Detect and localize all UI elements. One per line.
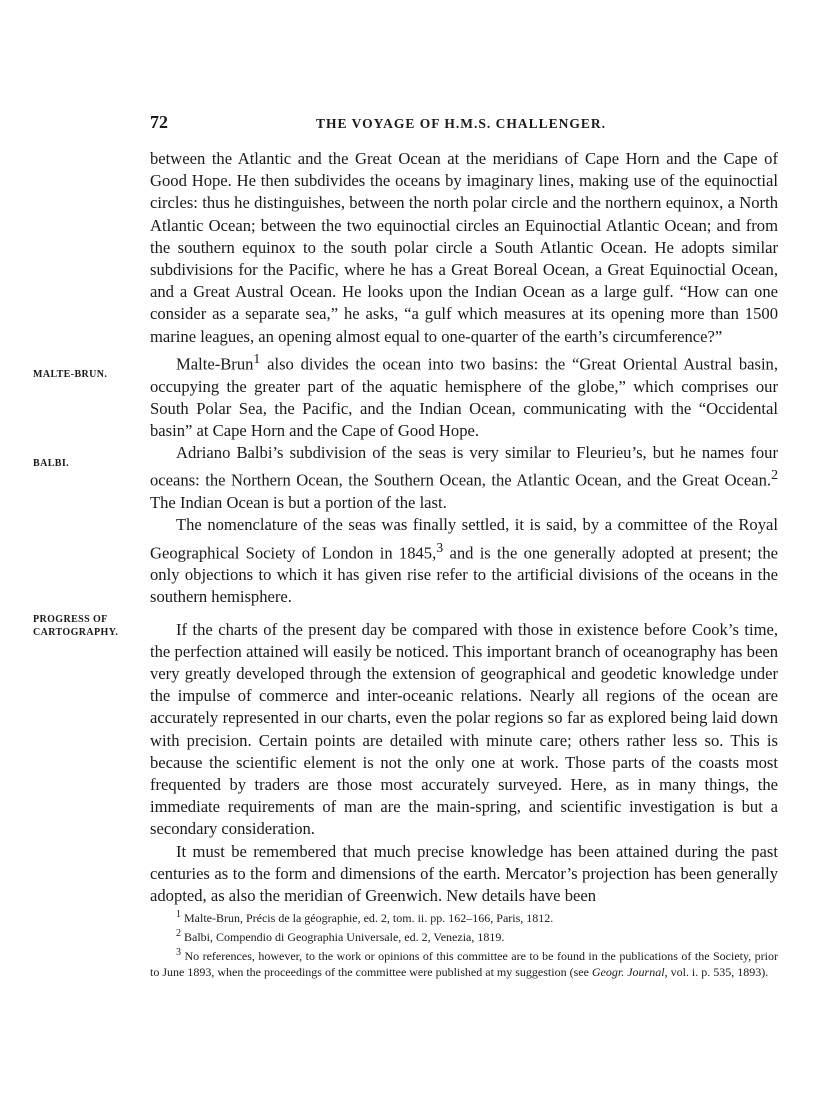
paragraph-4-rest: and is the one generally adopted at present; the only objections to which it has given rise refer to the artificial divisions of the oceans in the southern hemisphere. — [150, 543, 778, 607]
paragraph-3 — [150, 442, 778, 514]
paragraph-6: It must be remembered that much precise knowledge has been attained during the past centuries as to the form and dimensions of the earth. Mercator’s projection has been generally adopted, as also the meridian of Greenwich. New details have been — [150, 841, 778, 906]
page-header — [150, 112, 778, 136]
footnote-1-text: Malte-Brun, Précis de la géographie, ed. 2, tom. ii. pp. 162–166, Paris, 1812. — [184, 911, 554, 925]
sidenote-malte-brun: MALTE-BRUN. — [33, 369, 108, 380]
paragraph-3-start: Adriano Balbi’s subdivision of the seas is very similar to Fleurieu’s, but he names four oceans: the Northern Ocean, the Southern Ocean, the Atlantic Ocean, and the Great Ocean. — [150, 443, 778, 490]
paragraph-5: If the charts of the present day be compared with those in existence before Cook’s time, the perfection attained will easily be noticed. This important branch of oceanography has been very greatly developed through the extension of geographical and geodetic knowledge under the impulse of commerce and inter-oceanic relations. Nearly all regions of the ocean are accurately represented in our charts, even the polar regions so far as explored being laid down with precision. Certain points are detailed with minute care; others rather less so. This is because the scientific element is not the only one at work. Those parts of the coasts most frequented by traders are those most accurately surveyed. Here, as in many things, the immediate requirements of man are the main-spring, and scientific investigation is but a secondary consideration. — [150, 619, 778, 839]
footnote-3-text: No references, however, to the work or opinions of this committee are to be found in the publications of the Society, prior to June 1893, when the proceedings of the committee were published at my suggestion (see — [150, 949, 779, 979]
paragraph-3-rest: The Indian Ocean is but a portion of the last. — [150, 493, 447, 513]
paragraph-2-rest: also divides the ocean into two basins: the “Great Oriental Austral basin, occupying the greater part of the aquatic hemisphere of the globe,” which comprises our South Polar Sea, the Pacific, and the Indian Ocean, communicating with the “Occidental basin” at Cape Horn and the Cape of Good Hope. — [150, 354, 778, 440]
footnote-ref-3: 3 — [436, 539, 444, 555]
paragraph-4 — [150, 514, 778, 608]
footnote-2-mark: 2 — [176, 928, 181, 939]
sidenote-progress-of: PROGRESS OF — [33, 614, 108, 625]
footnote-3-journal: Geogr. Journal — [591, 965, 665, 979]
paragraph-2 — [150, 348, 778, 442]
sidenote-cartography: CARTOGRAPHY. — [33, 627, 119, 638]
footnote-ref-2: 2 — [771, 467, 778, 483]
footnote-ref-1: 1 — [253, 350, 261, 366]
sidenote-progress-of-cartography — [33, 613, 118, 639]
footnotes — [150, 907, 778, 980]
paragraph-2-start: Malte-Brun — [176, 354, 254, 374]
sidenote-balbi: BALBI. — [33, 458, 70, 469]
paragraph-4-start: The nomenclature of the seas was finally settled, it is said, by a committee of the Royal Geographical Society of London in 1845, — [150, 515, 778, 563]
footnote-2-text: Balbi, Compendio di Geographia Universale, ed. 2, Venezia, 1819. — [184, 930, 505, 944]
footnote-3-end: , vol. i. p. 535, 1893). — [664, 965, 769, 979]
footnote-1 — [150, 907, 778, 926]
footnote-1-mark: 1 — [176, 909, 181, 920]
footnote-3-mark: 3 — [176, 947, 181, 958]
body-text — [150, 148, 778, 907]
footnote-2 — [150, 926, 778, 945]
page-number: 72 — [150, 112, 168, 132]
running-title: THE VOYAGE OF H.M.S. CHALLENGER. — [316, 116, 607, 131]
footnote-3 — [150, 945, 778, 980]
paragraph-1: between the Atlantic and the Great Ocean at the meridians of Cape Horn and the Cape of Good Hope. He then subdivides the oceans by imaginary lines, making use of the equinoctial circles: thus he distinguishes, between the north polar circle and the northern equinox, a North Atlantic Ocean; between the two equinoctial circles an Equinoctial Atlantic Ocean; and from the southern equinox to the south polar circle a South Atlantic Ocean. He adopts similar subdivisions for the Pacific, where he has a Great Boreal Ocean, a Great Equinoctial Ocean, and a Great Austral Ocean. He looks upon the Indian Ocean as a large gulf. “How can one consider as a separate sea,” he asks, “a gulf which measures at its opening more than 1500 marine leagues, an opening almost equal to one-quarter of the earth’s circumference?” — [150, 149, 778, 346]
